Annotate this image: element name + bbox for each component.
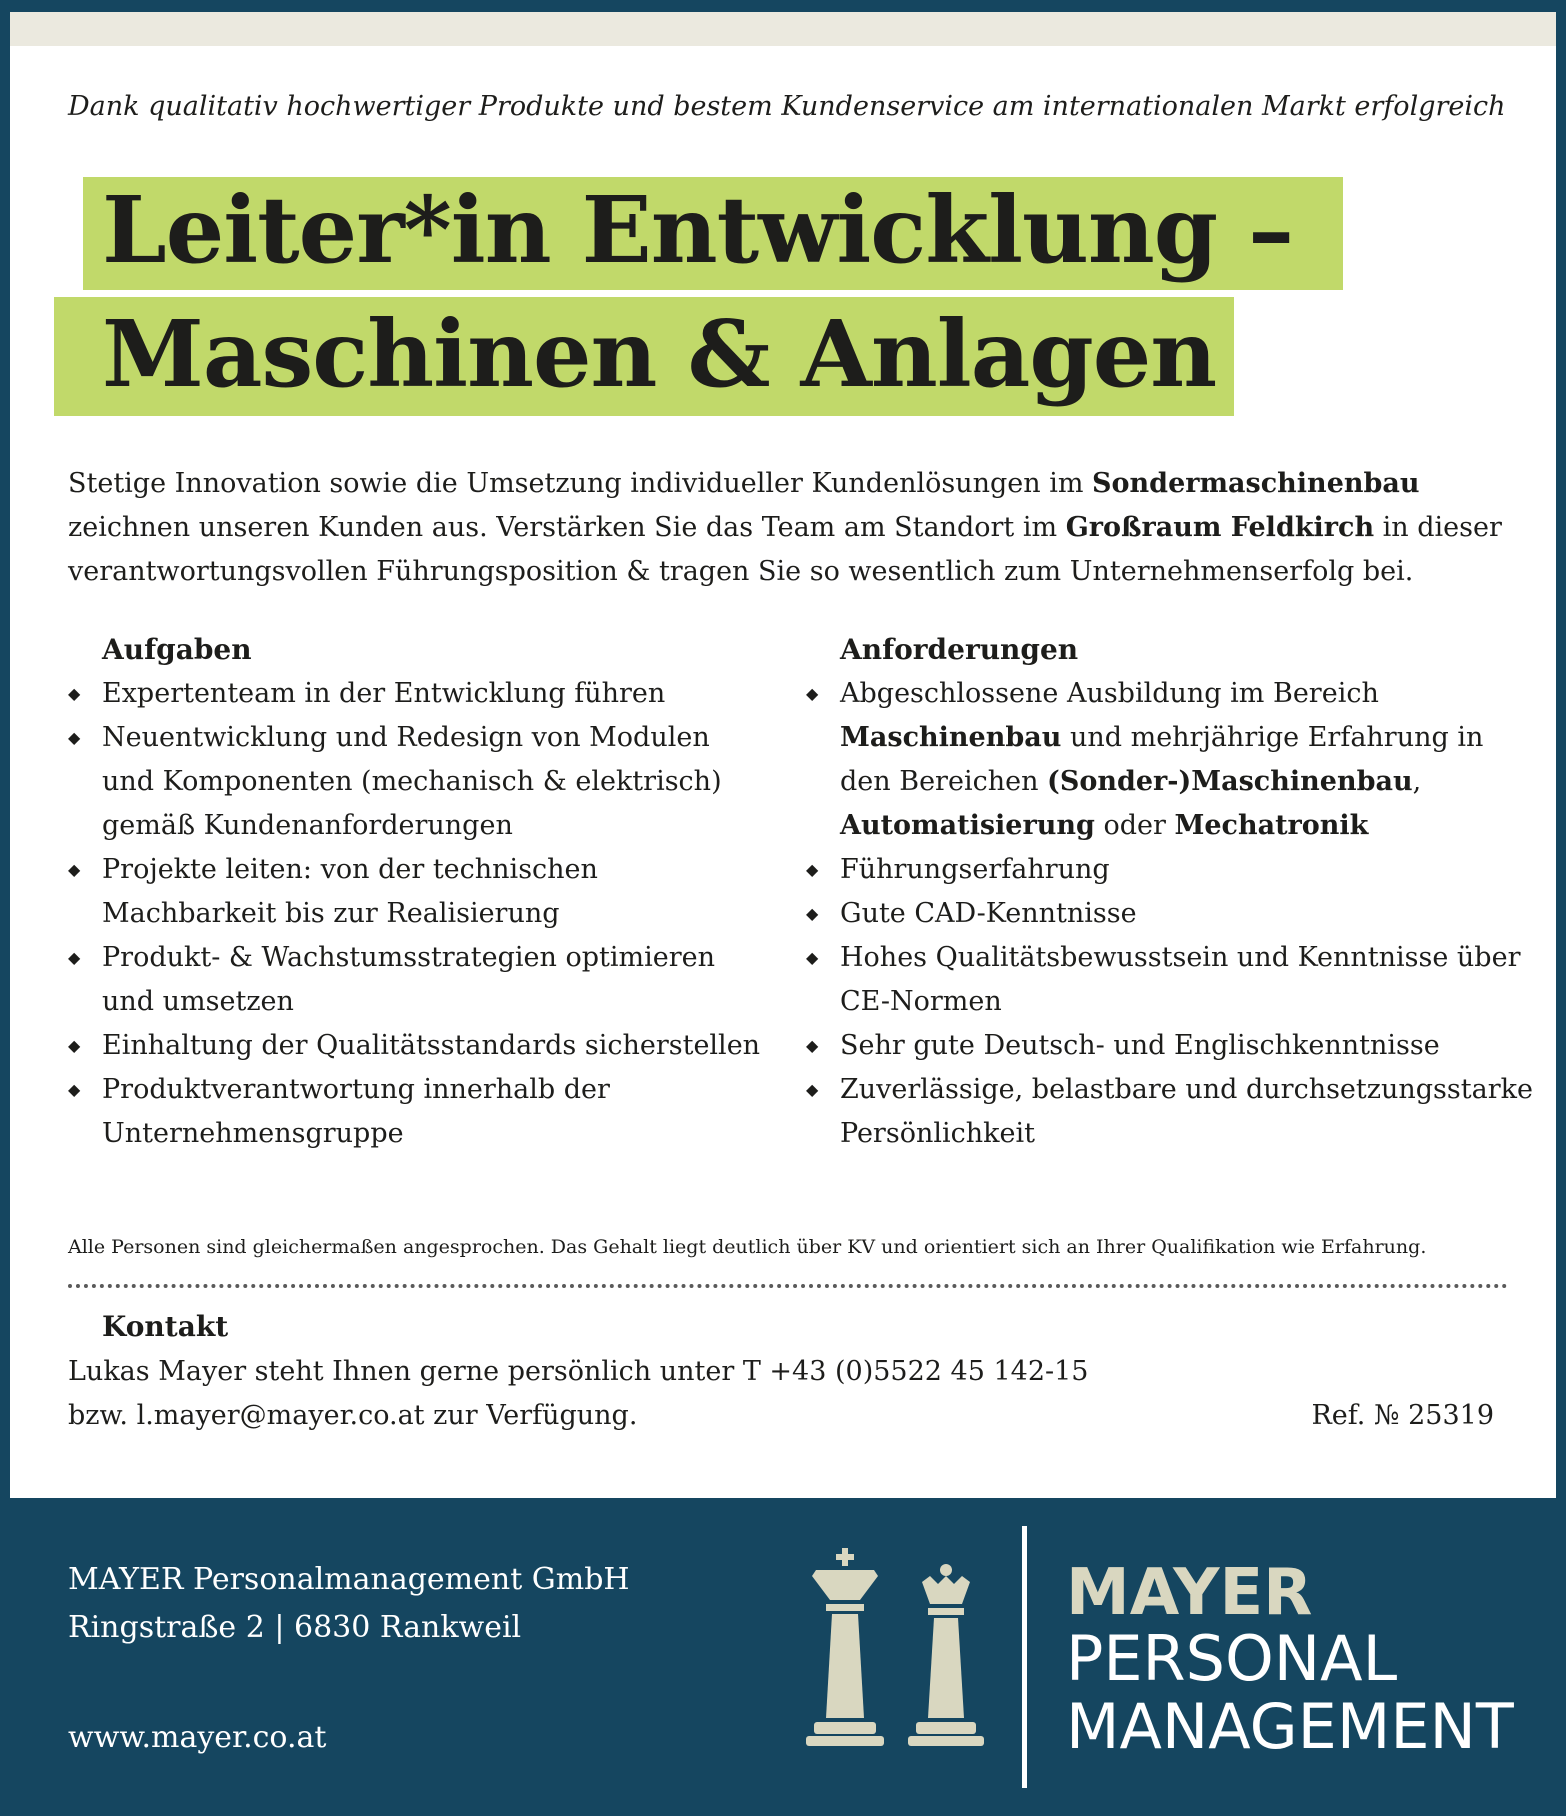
chess-pieces-logo [800, 1548, 990, 1748]
list-item [806, 1024, 1536, 1068]
job-title-line-2: Maschinen & Anlagen [102, 300, 1217, 408]
tasks-heading: Aufgaben [102, 633, 252, 666]
footer-website-link[interactable]: www.mayer.co.at [68, 1720, 327, 1755]
reference-number: Ref. № 25319 [1311, 1400, 1494, 1431]
intro-bold-2: Großraum Feldkirch [1065, 512, 1375, 543]
job-title-line-1: Leiter*in Entwicklung – [102, 176, 1294, 284]
dotted-divider [68, 1284, 1508, 1288]
tasks-list [68, 672, 768, 1156]
list-item [806, 936, 1536, 1024]
req-text: Hohes Qualitätsbewusstsein und Kenntnisse über CE-Normen [840, 942, 1521, 1017]
diamond-bullet-icon: ◆ [68, 1080, 81, 1099]
diamond-bullet-icon: ◆ [806, 860, 819, 879]
diamond-bullet-icon: ◆ [806, 948, 819, 967]
list-item [806, 672, 1536, 848]
tagline: Dank qualitativ hochwertiger Produkte und bestem Kundenservice am internationalen Markt erfolgreich [68, 91, 1506, 122]
list-item [68, 936, 768, 1024]
req-bold: Mechatronik [1174, 810, 1369, 841]
req-bold: Maschinenbau [840, 722, 1062, 753]
footer-address: Ringstraße 2 | 6830 Rankweil [68, 1610, 522, 1645]
intro-part-3: in dieser verantwortungsvollen Führungsposition & tragen Sie so wesentlich zum Unternehmenserfolg bei. [68, 512, 1502, 587]
contact-line-2: bzw. l.mayer@mayer.co.at zur Verfügung. [68, 1400, 638, 1431]
list-item [806, 848, 1536, 892]
diamond-bullet-icon: ◆ [68, 728, 81, 747]
task-text: Expertenteam in der Entwicklung führen [102, 678, 666, 709]
req-text: Abgeschlossene Ausbildung im Bereich [840, 678, 1379, 709]
task-text: Neuentwicklung und Redesign von Modulen und Komponenten (mechanisch & elektrisch) gemäß Kundenanforderungen [102, 722, 722, 841]
intro-part-1: Stetige Innovation sowie die Umsetzung individueller Kundenlösungen im [68, 468, 1093, 499]
contact-line-1: Lukas Mayer steht Ihnen gerne persönlich unter T +43 (0)5522 45 142-15 [68, 1356, 1089, 1387]
brand-name: MAYER [1066, 1556, 1313, 1630]
diamond-bullet-icon: ◆ [806, 684, 819, 703]
intro-bold-1: Sondermaschinenbau [1092, 468, 1420, 499]
chess-king-icon [806, 1548, 884, 1746]
task-text: Produkt- & Wachstumsstrategien optimieren und umsetzen [102, 942, 716, 1017]
diamond-bullet-icon: ◆ [68, 860, 81, 879]
list-item [806, 892, 1536, 936]
diamond-bullet-icon: ◆ [68, 684, 81, 703]
chess-queen-icon [908, 1564, 984, 1746]
list-item [68, 1024, 768, 1068]
task-text: Produktverantwortung innerhalb der Unternehmensgruppe [102, 1074, 610, 1149]
requirements-heading: Anforderungen [840, 633, 1079, 666]
top-strip [10, 12, 1556, 46]
diamond-bullet-icon: ◆ [806, 904, 819, 923]
requirements-column [806, 628, 1536, 1156]
intro-part-2: zeichnen unseren Kunden aus. Verstärken Sie das Team am Standort im [68, 512, 1066, 543]
brand-line-2: PERSONAL [1066, 1622, 1398, 1695]
list-item [68, 672, 768, 716]
req-text: Sehr gute Deutsch- und Englischkenntnisse [840, 1030, 1440, 1061]
list-item [68, 716, 768, 848]
equal-opportunity-note: Alle Personen sind gleichermaßen angesprochen. Das Gehalt liegt deutlich über KV und orientiert sich an Ihrer Qualifikation wie Erfahrung. [68, 1236, 1427, 1258]
req-bold: (Sonder-)Maschinenbau [1047, 766, 1413, 797]
tasks-column [68, 628, 768, 1156]
task-text: Projekte leiten: von der technischen Machbarkeit bis zur Realisierung [102, 854, 598, 929]
req-text: , [1412, 766, 1422, 797]
diamond-bullet-icon: ◆ [68, 948, 81, 967]
ad-card [10, 46, 1556, 1498]
diamond-bullet-icon: ◆ [68, 1036, 81, 1055]
intro-text [68, 462, 1528, 594]
logo-divider [1022, 1526, 1027, 1788]
list-item [68, 848, 768, 936]
req-text: oder [1094, 810, 1175, 841]
diamond-bullet-icon: ◆ [806, 1036, 819, 1055]
brand-line-3: MANAGEMENT [1066, 1690, 1514, 1763]
req-text: Führungserfahrung [840, 854, 1110, 885]
list-item [806, 1068, 1536, 1156]
contact-heading: Kontakt [102, 1310, 229, 1343]
requirements-list [806, 672, 1536, 1156]
diamond-bullet-icon: ◆ [806, 1080, 819, 1099]
list-item [68, 1068, 768, 1156]
footer-company: MAYER Personalmanagement GmbH [68, 1562, 630, 1597]
req-bold: Automatisierung [840, 810, 1095, 841]
req-text: und mehrjährige Erfahrung in den Bereichen [840, 722, 1484, 797]
req-text: Zuverlässige, belastbare und durchsetzungsstarke Persönlichkeit [840, 1074, 1533, 1149]
req-text: Gute CAD-Kenntnisse [840, 898, 1137, 929]
task-text: Einhaltung der Qualitätsstandards sicherstellen [102, 1030, 761, 1061]
